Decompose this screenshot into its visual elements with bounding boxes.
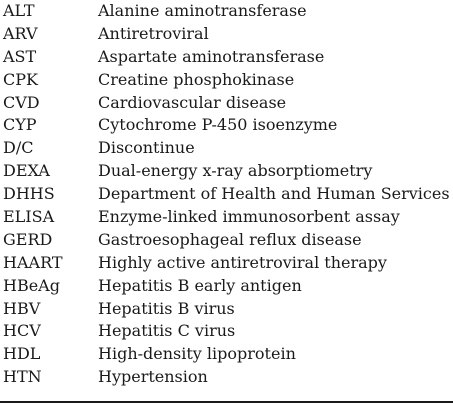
abbreviation-term: ALT <box>3 1 35 20</box>
abbreviation-term: AST <box>3 46 37 66</box>
abbreviation-definition: High-density lipoprotein <box>98 344 296 364</box>
abbreviation-term: DEXA <box>3 161 50 181</box>
table-row <box>3 343 453 366</box>
abbreviation-term: CPK <box>3 69 38 89</box>
abbreviation-term: ARV <box>3 23 38 43</box>
abbreviation-term: D/C <box>3 138 34 158</box>
abbreviation-definition: Enzyme-linked immunosorbent assay <box>98 207 400 227</box>
abbreviation-definition: Highly active antiretroviral therapy <box>98 252 387 272</box>
abbreviation-term: HBV <box>3 298 41 318</box>
abbreviation-definition: Department of Health and Human Services <box>98 184 450 204</box>
abbreviation-term: HTN <box>3 367 42 387</box>
abbreviation-definition: Alanine aminotransferase <box>98 1 307 20</box>
abbreviation-term: CVD <box>3 92 40 112</box>
table-row <box>3 46 453 69</box>
table-row <box>3 183 453 206</box>
table-row <box>3 366 453 389</box>
table-row <box>3 92 453 115</box>
table-row <box>3 298 453 321</box>
abbreviation-definition: Hepatitis B early antigen <box>98 275 302 295</box>
abbreviation-term: DHHS <box>3 184 55 204</box>
table-row <box>3 252 453 275</box>
table-row <box>3 275 453 298</box>
abbreviation-definition: Aspartate aminotransferase <box>98 46 325 66</box>
abbreviation-definition: Antiretroviral <box>98 23 209 43</box>
abbreviation-term: GERD <box>3 229 53 249</box>
table-row <box>3 69 453 92</box>
abbreviation-term: HAART <box>3 252 63 272</box>
abbreviation-definition: Hypertension <box>98 367 208 387</box>
abbreviation-term: HBeAg <box>3 275 60 295</box>
abbreviation-definition: Dual-energy x-ray absorptiometry <box>98 161 373 181</box>
table-row <box>3 137 453 160</box>
abbreviation-table <box>3 0 453 389</box>
abbreviation-definition: Cytochrome P-450 isoenzyme <box>98 115 338 135</box>
abbreviation-definition: Cardiovascular disease <box>98 92 287 112</box>
table-row <box>3 160 453 183</box>
abbreviation-term: ELISA <box>3 207 55 227</box>
abbreviation-term: HCV <box>3 321 41 341</box>
abbreviation-definition: Discontinue <box>98 138 195 158</box>
abbreviation-definition: Hepatitis C virus <box>98 321 236 341</box>
abbreviation-definition: Hepatitis B virus <box>98 298 235 318</box>
abbreviation-term: CYP <box>3 115 37 135</box>
table-row <box>3 23 453 46</box>
table-row <box>3 114 453 137</box>
table-bottom-rule <box>0 401 453 403</box>
table-row <box>3 206 453 229</box>
table-row <box>3 229 453 252</box>
abbreviation-definition: Creatine phosphokinase <box>98 69 295 89</box>
abbreviation-term: HDL <box>3 344 41 364</box>
table-row <box>3 320 453 343</box>
table-row <box>3 0 453 23</box>
abbreviation-definition: Gastroesophageal reflux disease <box>98 229 362 249</box>
